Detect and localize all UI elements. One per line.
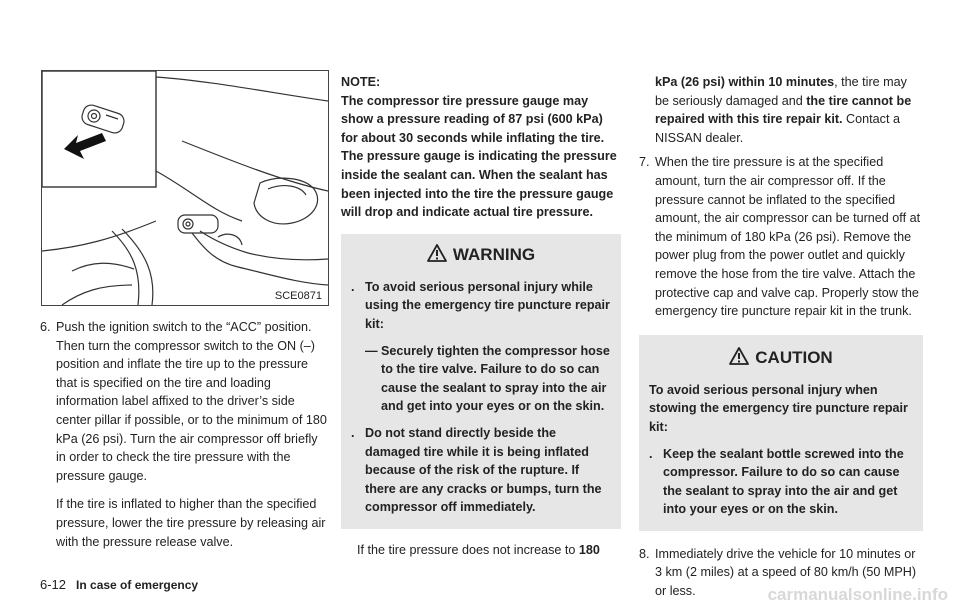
- caution-title: CAUTION: [755, 347, 833, 367]
- caution-header: [649, 347, 913, 369]
- pressure-bold: 180: [578, 542, 600, 557]
- left-column: [40, 70, 330, 551]
- continuation-paragraph: [639, 73, 923, 147]
- right-column: [639, 73, 923, 601]
- pressure-text: If the tire pressure does not increase to: [357, 542, 579, 557]
- figure-code: SCE0871: [274, 290, 322, 302]
- middle-column: [341, 73, 621, 559]
- watermark: carmanualsonline.info: [767, 585, 948, 604]
- ignition-switch-figure: [41, 70, 329, 306]
- cont-text-1: , the tire may be seriously damaged and: [655, 75, 907, 108]
- warning-box: [341, 234, 621, 529]
- caution-icon: [729, 347, 749, 365]
- cont-text-2: Contact a NISSAN dealer.: [655, 112, 900, 145]
- warning-icon: [427, 244, 447, 262]
- warning-sub-1-text: Securely tighten the compressor hose to the tire valve. Failure to do so can cause the sealant to spray into the air and get into your eyes or on the skin.: [381, 343, 610, 414]
- step-6-para2: If the tire is inflated to higher than the specified pressure, lower the tire pressure by releasing air with the pressure release valve.: [56, 497, 326, 549]
- pressure-paragraph: [341, 541, 621, 560]
- caution-box: [639, 335, 923, 531]
- warning-bullet-2: . Do not stand directly beside the damaged tire while it is being inflated because of the risk of the rupture. If there are any cracks or bumps, turn the compressor off immediately.: [351, 424, 611, 517]
- step-7-text: When the tire pressure is at the specified amount, turn the air compressor off. If the pressure cannot be inflated to the specified amount, the air compressor can be turned off at the minimum of 180 kPa (26 psi). Remove the power plug from the power outlet and quickly remove the hose from the tire valve. Attach the protective cap and valve cap. Properly stow the emergency tire puncture repair kit in the trunk.: [655, 155, 921, 319]
- caution-intro: To avoid serious personal injury when stowing the emergency tire puncture repair kit:: [649, 382, 908, 434]
- step-6-number: 6.: [40, 320, 51, 334]
- step-7: [639, 153, 923, 320]
- step-7-number: 7.: [639, 155, 650, 170]
- step-8-number: 8.: [639, 546, 650, 561]
- warning-bullet-2-text: Do not stand directly beside the damaged tire while it is being inflated because of the risk of the rupture. If there are any cracks or bumps, turn the compressor off immediately.: [365, 425, 602, 515]
- note-text: The compressor tire pressure gauge may show a pressure reading of 87 psi (600 kPa) for about 30 seconds while inflating the tire. The pressure gauge is indicating the pressure inside the sealant can. When the sealant has been injected into the tire the pressure gauge will drop and indicate actual tire pressure.: [341, 93, 617, 220]
- caution-bullet-text: Keep the sealant bottle screwed into the compressor. Failure to do so can cause the sealant to spray into the air and get into your eyes or on the skin.: [663, 446, 904, 517]
- page-footer: [40, 577, 198, 592]
- warning-header: [351, 244, 611, 266]
- warning-title: WARNING: [452, 244, 536, 264]
- cont-bold: kPa (26 psi) within 10 minutes: [655, 75, 835, 89]
- step-8-text: Immediately drive the vehicle for 10 minutes or 3 km (2 miles) at a speed of 80 km/h (50 MPH) or less.: [655, 546, 917, 599]
- warning-bullet-1-text: To avoid serious personal injury while using the emergency tire puncture repair kit:: [365, 279, 610, 331]
- page-number: 6-12: [40, 577, 67, 592]
- warning-sub-1: — Securely tighten the compressor hose to the tire valve. Failure to do so can cause the sealant to spray into the air and get into your eyes or on the skin.: [351, 342, 611, 416]
- caution-bullet: . Keep the sealant bottle screwed into the compressor. Failure to do so can cause the sealant to spray into the air and get into your eyes or on the skin.: [649, 445, 913, 519]
- warning-bullet-1: . To avoid serious personal injury while using the emergency tire puncture repair kit:: [351, 278, 611, 334]
- step-6-text: Push the ignition switch to the “ACC” position. Then turn the compressor switch to the ON (–) position and inflate the tire up to the pressure that is specified on the tire and loading information label affixed to the driver’s side center pillar if possible, or to the minimum of 180 kPa (26 psi). Turn the air compressor off briefly in order to check the tire pressure with the pressure gauge.: [56, 320, 327, 483]
- note-heading: NOTE:: [341, 75, 381, 89]
- cont-bold-2: the tire cannot be repaired with this tire repair kit.: [655, 93, 912, 127]
- step-6: [40, 318, 330, 485]
- section-title: In case of emergency: [76, 578, 199, 592]
- ignition-illustration: [42, 71, 328, 305]
